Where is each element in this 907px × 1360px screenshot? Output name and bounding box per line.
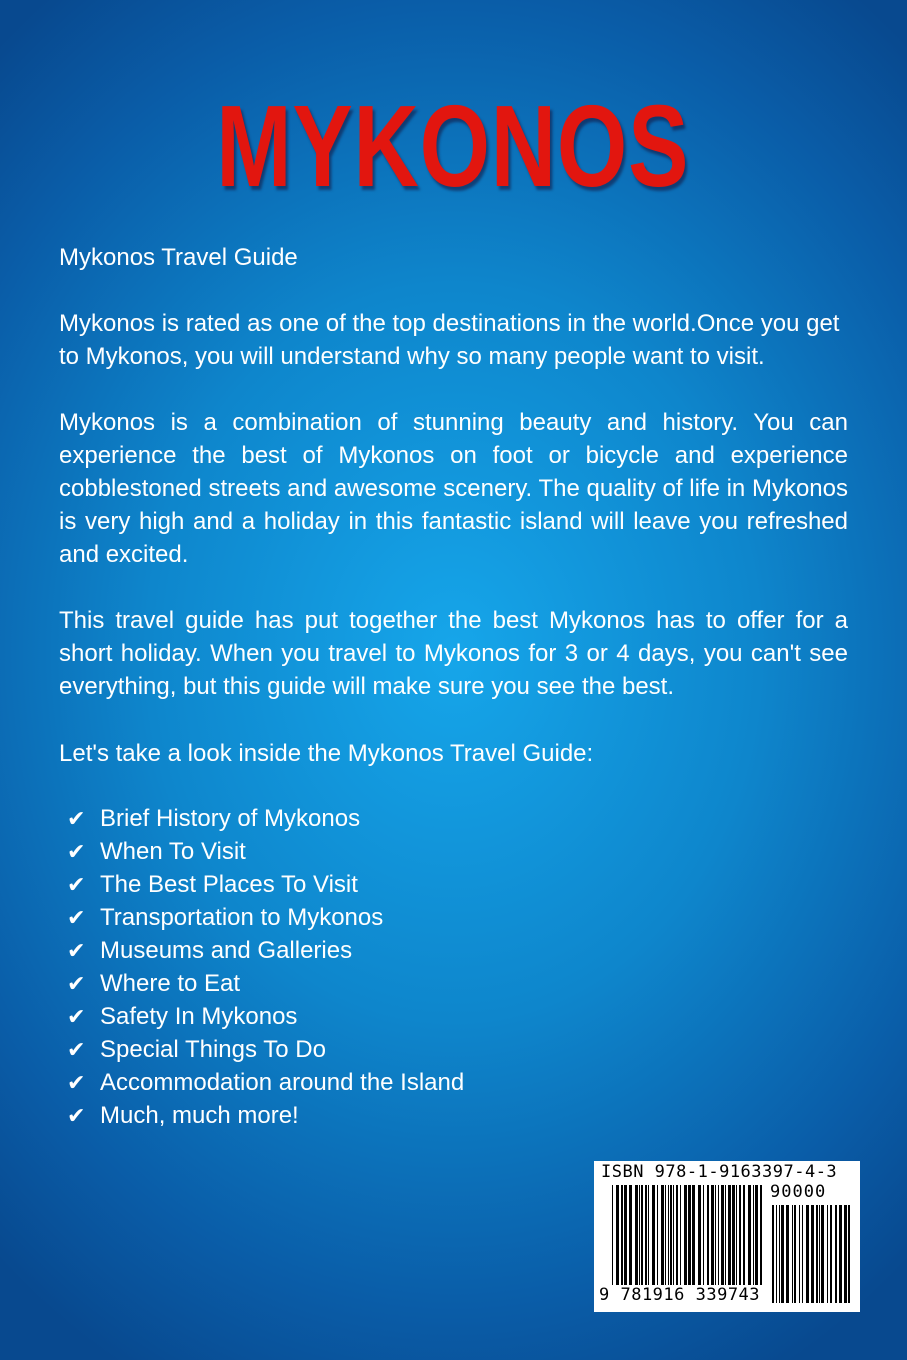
barcode-bar xyxy=(806,1205,809,1303)
list-item-label: Much, much more! xyxy=(100,1102,299,1129)
list-item xyxy=(67,1066,464,1099)
barcode-bar xyxy=(753,1185,754,1290)
barcode-bar xyxy=(779,1205,780,1303)
barcode-bar xyxy=(648,1185,649,1290)
checkmark-icon: ✔ xyxy=(67,1004,86,1029)
list-item xyxy=(67,1000,464,1033)
list-item xyxy=(67,868,464,901)
barcode-bar xyxy=(721,1185,724,1290)
cover-title: MYKONOS xyxy=(216,81,690,211)
barcode-bar xyxy=(844,1205,847,1303)
list-item-label: Special Things To Do xyxy=(100,1036,326,1063)
barcode-bar xyxy=(680,1185,681,1290)
barcode-bar xyxy=(718,1185,719,1290)
checkmark-icon: ✔ xyxy=(67,1037,86,1062)
barcode-bar xyxy=(811,1205,814,1303)
list-item-label: Where to Eat xyxy=(100,970,241,997)
price-code: 90000 xyxy=(770,1182,827,1202)
checkmark-icon: ✔ xyxy=(67,1103,86,1128)
barcode-bar xyxy=(639,1185,640,1290)
barcode-bar xyxy=(819,1205,820,1303)
barcode-bar xyxy=(652,1185,655,1290)
barcode-bar xyxy=(715,1185,716,1290)
list-item xyxy=(67,802,464,835)
barcode-bar xyxy=(635,1185,638,1290)
barcode-bar xyxy=(839,1205,842,1303)
barcode-bar xyxy=(629,1185,632,1290)
description-paragraph: Mykonos is rated as one of the top destinations in the world.Once you get to Mykonos, you will understand why so many people want to visit. xyxy=(59,310,840,370)
list-item-label: Transportation to Mykonos xyxy=(100,904,384,931)
ean-digits: 9 781916 339743 xyxy=(599,1285,761,1305)
barcode-bar xyxy=(703,1185,704,1290)
list-item-label: Accommodation around the Island xyxy=(100,1069,465,1096)
list-item-label: When To Visit xyxy=(100,838,246,865)
barcode-bar xyxy=(661,1185,664,1290)
barcode-bar xyxy=(673,1185,674,1290)
barcode-bar xyxy=(786,1205,789,1303)
barcode-bar xyxy=(688,1185,691,1290)
list-intro: Let's take a look inside the Mykonos Travel Guide: xyxy=(59,740,594,767)
checkmark-icon: ✔ xyxy=(67,971,86,996)
barcode-bar xyxy=(612,1185,613,1290)
barcode-bar xyxy=(827,1205,828,1303)
barcode-bar xyxy=(668,1185,669,1290)
checkmark-icon: ✔ xyxy=(67,938,86,963)
barcode-bar xyxy=(776,1205,777,1303)
barcode-bar xyxy=(641,1185,643,1290)
barcode-bar xyxy=(711,1185,714,1290)
barcode-bar xyxy=(792,1205,793,1303)
barcode-bar xyxy=(755,1185,758,1290)
list-item xyxy=(67,967,464,1000)
description-paragraph: Mykonos is a combination of stunning beauty and history. You can experience the best of Mykonos on foot or bicycle and experience cobblestoned streets and awesome scenery. The quality of life in Mykonos is very high and a holiday in this fantastic island will leave you refreshed and excited. xyxy=(59,409,848,568)
barcode-bar xyxy=(830,1205,832,1303)
barcode-bar xyxy=(802,1205,803,1303)
barcode-bar xyxy=(616,1185,619,1290)
barcode-bar xyxy=(684,1185,687,1290)
description-paragraph: This travel guide has put together the best Mykonos has to offer for a short holiday. When you travel to Mykonos for 3 or 4 days, you can't see everything, but this guide will make sure you see the best. xyxy=(59,607,848,700)
barcode-bar xyxy=(692,1185,695,1290)
list-item-label: The Best Places To Visit xyxy=(100,871,358,898)
list-item xyxy=(67,835,464,868)
list-item xyxy=(67,1099,464,1132)
barcode-bar xyxy=(707,1185,709,1290)
barcode-bar xyxy=(698,1185,701,1290)
cover-subtitle: Mykonos Travel Guide xyxy=(59,244,298,271)
checkmark-icon: ✔ xyxy=(67,905,86,930)
barcode-bar xyxy=(645,1185,647,1290)
barcode-bar xyxy=(732,1185,735,1290)
feature-list xyxy=(67,802,464,1132)
list-item-label: Brief History of Mykonos xyxy=(100,805,361,832)
addon-barcode-bars xyxy=(772,1205,852,1303)
barcode-bar xyxy=(743,1185,745,1290)
barcode-bar xyxy=(657,1185,658,1290)
list-item-label: Safety In Mykonos xyxy=(100,1003,298,1030)
barcode-bar xyxy=(821,1205,824,1303)
barcode-bar xyxy=(624,1185,627,1290)
list-item-label: Museums and Galleries xyxy=(100,937,353,964)
barcode-bar xyxy=(794,1205,796,1303)
barcode-bar xyxy=(670,1185,672,1290)
ean-barcode-bars xyxy=(612,1185,762,1290)
isbn-number: ISBN 978-1-9163397-4-3 xyxy=(601,1162,838,1182)
barcode-bar xyxy=(772,1205,774,1303)
checkmark-icon: ✔ xyxy=(67,806,86,831)
barcode-bar xyxy=(835,1205,837,1303)
checkmark-icon: ✔ xyxy=(67,1070,86,1095)
list-item xyxy=(67,901,464,934)
barcode-bar xyxy=(621,1185,623,1290)
list-item xyxy=(67,1033,464,1066)
barcode-bar xyxy=(748,1185,751,1290)
isbn-barcode xyxy=(594,1161,860,1312)
barcode-bar xyxy=(665,1185,666,1290)
barcode-bar xyxy=(676,1185,678,1290)
list-item xyxy=(67,934,464,967)
barcode-bar xyxy=(760,1185,762,1290)
checkmark-icon: ✔ xyxy=(67,839,86,864)
barcode-bar xyxy=(739,1185,741,1290)
barcode-bar xyxy=(781,1205,784,1303)
barcode-bar xyxy=(799,1205,800,1303)
barcode-bar xyxy=(816,1205,818,1303)
barcode-bar xyxy=(736,1185,737,1290)
barcode-bar xyxy=(728,1185,731,1290)
barcode-bar xyxy=(725,1185,726,1290)
checkmark-icon: ✔ xyxy=(67,872,86,897)
barcode-bar xyxy=(848,1205,850,1303)
